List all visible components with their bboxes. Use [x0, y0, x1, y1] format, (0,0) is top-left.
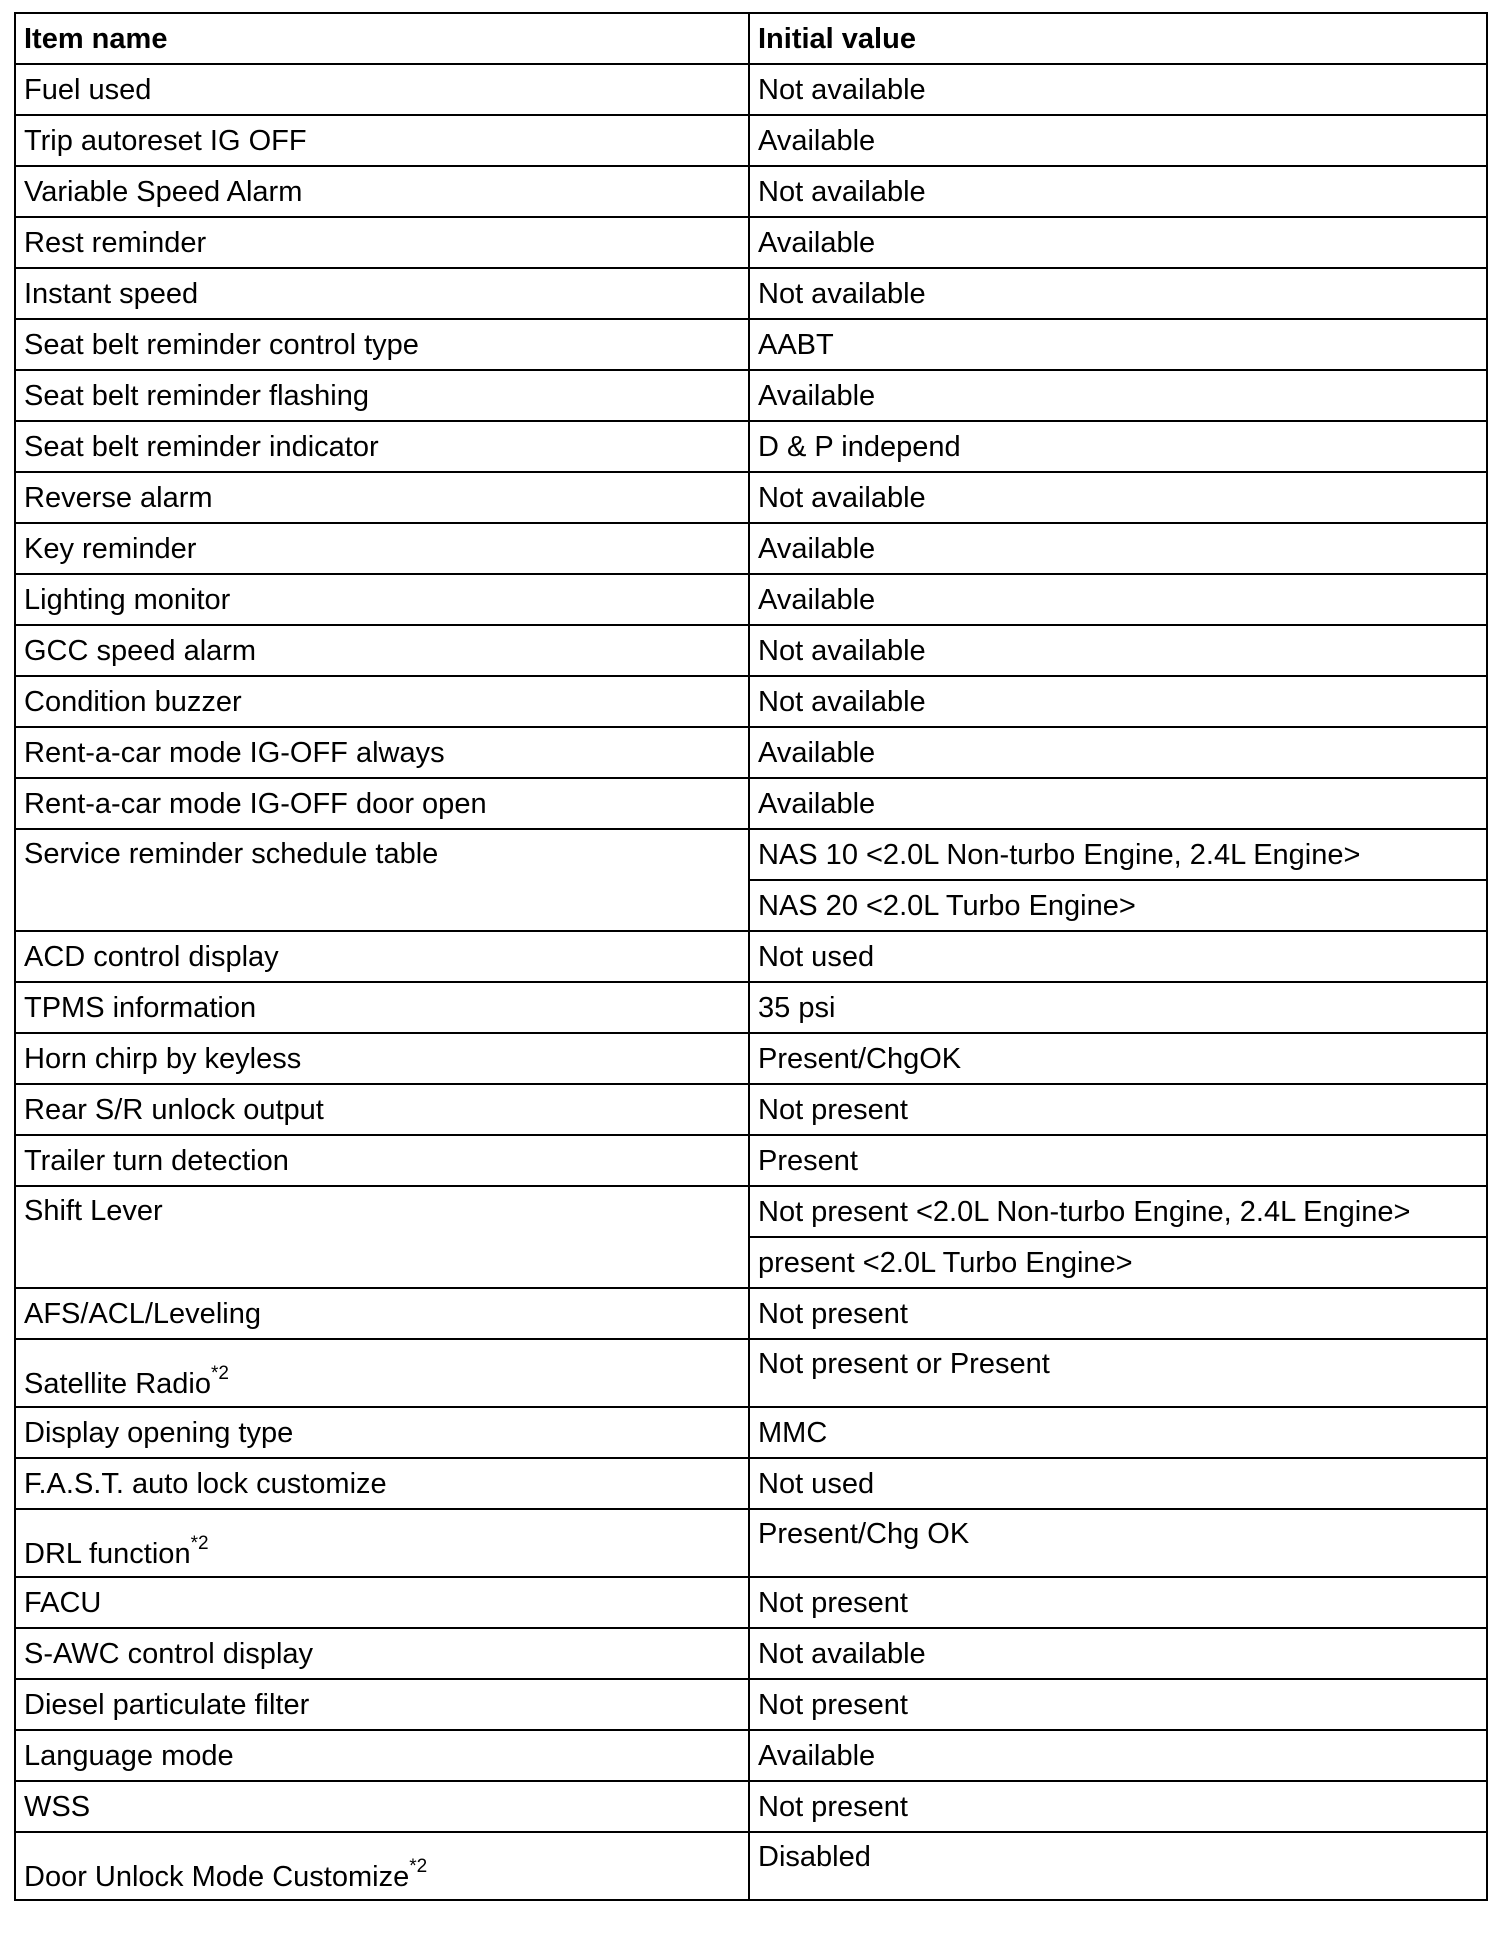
table-row: [15, 727, 1487, 778]
item-name-cell: [15, 1628, 749, 1679]
item-name-cell: [15, 523, 749, 574]
initial-value-cell: Available: [749, 115, 1487, 166]
item-name: Horn chirp by keyless: [24, 1042, 302, 1075]
item-name: S-AWC control display: [24, 1637, 314, 1670]
header-row: [15, 13, 1487, 64]
initial-value-cell: 35 psi: [749, 982, 1487, 1033]
initial-value-cell: Available: [749, 217, 1487, 268]
initial-value-cell: AABT: [749, 319, 1487, 370]
initial-value-cell: Not available: [749, 472, 1487, 523]
table-row: [15, 319, 1487, 370]
initial-value-cell: Not available: [749, 676, 1487, 727]
item-name: Seat belt reminder indicator: [24, 430, 379, 463]
table-row: [15, 1407, 1487, 1458]
item-name: DRL function: [24, 1538, 191, 1570]
item-name: AFS/ACL/Leveling: [24, 1297, 261, 1330]
table-row: [15, 472, 1487, 523]
item-name-cell: [15, 1832, 749, 1900]
initial-value-cell: Not present <2.0L Non-turbo Engine, 2.4L Engine>: [749, 1186, 1487, 1237]
initial-value-cell: D & P independ: [749, 421, 1487, 472]
initial-value-cell: Available: [749, 370, 1487, 421]
table-row: [15, 931, 1487, 982]
item-name: Language mode: [24, 1739, 234, 1772]
item-name-cell: [15, 727, 749, 778]
item-name-cell: [15, 1577, 749, 1628]
item-name-cell: [15, 1730, 749, 1781]
table-row: [15, 574, 1487, 625]
initial-value-cell: Not available: [749, 64, 1487, 115]
table-row: [15, 1509, 1487, 1577]
table-row: [15, 676, 1487, 727]
item-name: Key reminder: [24, 532, 197, 565]
item-name-cell: [15, 268, 749, 319]
item-name: Shift Lever: [24, 1195, 163, 1227]
initial-value-cell: Available: [749, 523, 1487, 574]
header-initial-value: Initial value: [749, 13, 1487, 64]
item-name: F.A.S.T. auto lock customize: [24, 1467, 387, 1500]
item-name: Instant speed: [24, 277, 199, 310]
initial-value-cell: NAS 20 <2.0L Turbo Engine>: [749, 880, 1487, 931]
table-row: [15, 370, 1487, 421]
item-name-cell: [15, 421, 749, 472]
table-row: [15, 1288, 1487, 1339]
item-name-cell: [15, 64, 749, 115]
initial-value-cell: Not present: [749, 1577, 1487, 1628]
initial-value-cell: Available: [749, 778, 1487, 829]
item-name: WSS: [24, 1790, 91, 1823]
item-name-cell: [15, 1288, 749, 1339]
table-body: [15, 64, 1487, 1900]
item-name-cell: [15, 1509, 749, 1577]
item-name: Variable Speed Alarm: [24, 175, 303, 208]
item-name: Rent-a-car mode IG-OFF always: [24, 736, 445, 769]
table-row: [15, 217, 1487, 268]
initial-value-cell: Present/ChgOK: [749, 1033, 1487, 1084]
initial-value-cell: Not present: [749, 1781, 1487, 1832]
item-name: Condition buzzer: [24, 685, 242, 718]
table-row: [15, 1084, 1487, 1135]
initial-value-cell: Not present: [749, 1084, 1487, 1135]
item-name-cell: [15, 115, 749, 166]
item-name-cell: [15, 370, 749, 421]
footnote-marker: *2: [190, 1533, 209, 1554]
initial-value-cell: Not used: [749, 1458, 1487, 1509]
table-row: [15, 1679, 1487, 1730]
item-name-cell: [15, 931, 749, 982]
initial-value-cell: Available: [749, 574, 1487, 625]
table-row: [15, 1577, 1487, 1628]
table-row: [15, 1339, 1487, 1407]
initial-value-cell: Not present: [749, 1288, 1487, 1339]
item-name-cell: [15, 1135, 749, 1186]
initial-value-cell: MMC: [749, 1407, 1487, 1458]
footnote-marker: *2: [409, 1856, 428, 1877]
item-name: Diesel particulate filter: [24, 1688, 310, 1721]
initial-value-cell: Available: [749, 727, 1487, 778]
item-name-cell: [15, 217, 749, 268]
item-name: Trailer turn detection: [24, 1144, 289, 1177]
item-name: Fuel used: [24, 73, 152, 106]
table-row: [15, 1832, 1487, 1900]
table-row: [15, 1458, 1487, 1509]
table-row: [15, 1186, 1487, 1237]
table-row: [15, 1781, 1487, 1832]
initial-value-cell: Available: [749, 1730, 1487, 1781]
footnote-marker: *2: [211, 1363, 229, 1384]
item-name-cell: [15, 982, 749, 1033]
initial-value-cell: Not available: [749, 1628, 1487, 1679]
initial-value-cell: Not available: [749, 166, 1487, 217]
item-name: Rest reminder: [24, 226, 207, 259]
item-name-cell: [15, 1781, 749, 1832]
item-name: Lighting monitor: [24, 583, 231, 616]
table-row: [15, 166, 1487, 217]
item-name: FACU: [24, 1586, 102, 1619]
item-name-cell: [15, 1458, 749, 1509]
item-name-cell: [15, 472, 749, 523]
item-name-cell: [15, 778, 749, 829]
item-name-cell: [15, 574, 749, 625]
table-row: [15, 982, 1487, 1033]
table-row: [15, 115, 1487, 166]
table-row: [15, 1730, 1487, 1781]
item-name-cell: [15, 1679, 749, 1730]
item-name-cell: [15, 625, 749, 676]
item-name-cell: [15, 1186, 749, 1288]
initial-value-cell: Not available: [749, 268, 1487, 319]
item-name: Satellite Radio: [24, 1368, 211, 1400]
item-name: Service reminder schedule table: [24, 838, 439, 870]
item-name-cell: [15, 1033, 749, 1084]
initial-value-cell: Not used: [749, 931, 1487, 982]
item-name: Door Unlock Mode Customize: [24, 1861, 410, 1893]
item-name-cell: [15, 319, 749, 370]
item-name-cell: [15, 166, 749, 217]
item-name-cell: [15, 676, 749, 727]
item-name: GCC speed alarm: [24, 634, 257, 667]
table-row: [15, 421, 1487, 472]
item-name: TPMS information: [24, 991, 257, 1024]
item-name-cell: [15, 1407, 749, 1458]
item-name: Reverse alarm: [24, 481, 213, 514]
initial-value-cell: Present/Chg OK: [749, 1509, 1487, 1577]
item-name: Rent-a-car mode IG-OFF door open: [24, 787, 487, 820]
table-row: [15, 268, 1487, 319]
item-name: Display opening type: [24, 1416, 294, 1449]
initial-value-cell: Not available: [749, 625, 1487, 676]
initial-value-cell: Present: [749, 1135, 1487, 1186]
item-name: ACD control display: [24, 940, 279, 973]
item-name-cell: [15, 1339, 749, 1407]
header-item-name: Item name: [15, 13, 749, 64]
table-row: [15, 1628, 1487, 1679]
item-name-cell: [15, 829, 749, 931]
initial-value-cell: NAS 10 <2.0L Non-turbo Engine, 2.4L Engine>: [749, 829, 1487, 880]
item-name: Seat belt reminder control type: [24, 328, 419, 361]
initial-value-cell: Not present or Present: [749, 1339, 1487, 1407]
item-name: Rear S/R unlock output: [24, 1093, 324, 1126]
item-name-cell: [15, 1084, 749, 1135]
initial-value-cell: Not present: [749, 1679, 1487, 1730]
table-row: [15, 64, 1487, 115]
initial-value-cell: Disabled: [749, 1832, 1487, 1900]
item-name: Trip autoreset IG OFF: [24, 124, 307, 157]
initial-value-cell: present <2.0L Turbo Engine>: [749, 1237, 1487, 1288]
table-row: [15, 523, 1487, 574]
item-name: Seat belt reminder flashing: [24, 379, 369, 412]
table-row: [15, 625, 1487, 676]
table-row: [15, 829, 1487, 880]
table-row: [15, 1033, 1487, 1084]
table-row: [15, 1135, 1487, 1186]
customization-table: [14, 12, 1488, 1901]
table-row: [15, 778, 1487, 829]
